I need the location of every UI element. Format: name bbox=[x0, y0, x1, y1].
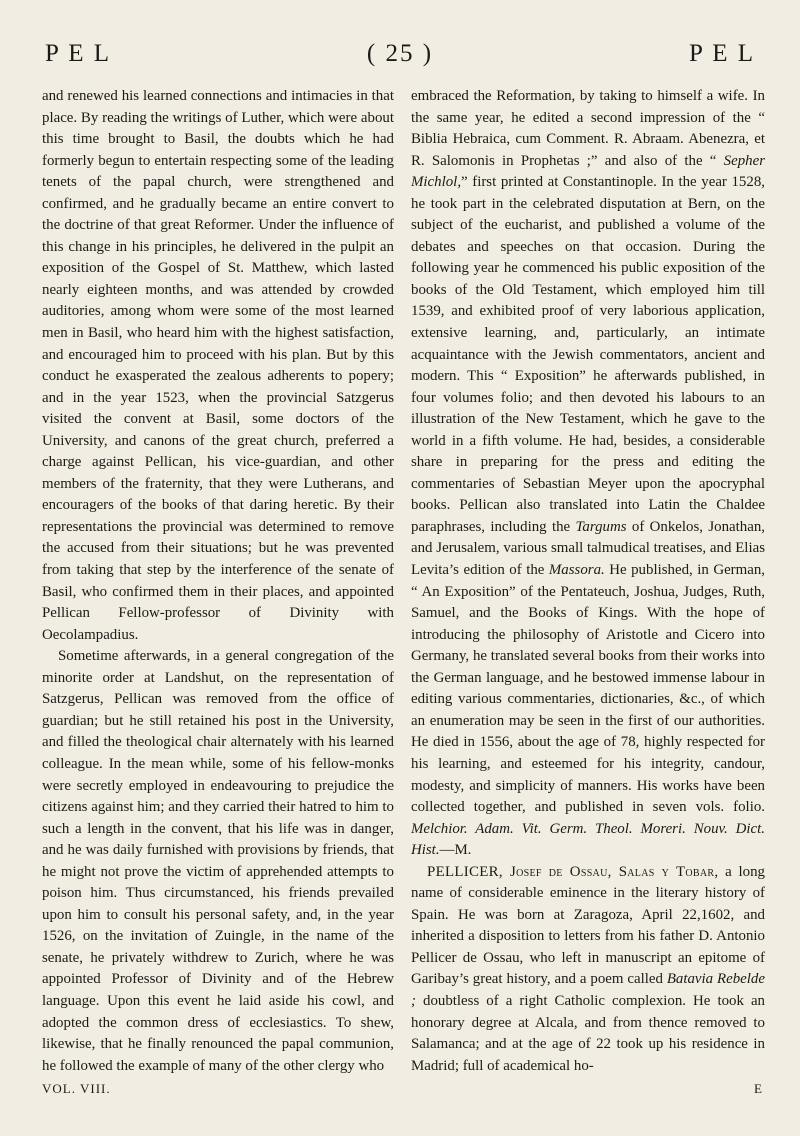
title-targums: Targums bbox=[575, 518, 627, 535]
text-run: embraced the Reformation, by taking to himself a wife. In the same year, he edited a second impression of the “ Biblia Hebraica, cum Comment. R. Abraam. Abenezra, et R. Salomonis in Prophetas ;” and also of the “ bbox=[411, 88, 765, 169]
right-column bbox=[411, 86, 765, 1106]
entry-pellicer bbox=[411, 862, 765, 1077]
entry-headword: PELLICER, Josef de Ossau, Salas y Tobar, bbox=[427, 863, 719, 880]
text-run: ” first printed at Constantinople. In the year 1528, he took part in the celebrated disputation at Bern, on the subject of the eucharist, and published a volume of the debates and speeches on that occasion. During the following year he commenced his public exposition of the books of the Old Testament, which employed him till 1539, and exhibited proof of very laborious application, extensive learning, and, particularly, an intimate acquaintance with the Jewish commentators, ancient and modern. This “ Exposition” he afterwards published, in four volumes folio; and then devoted his labours to an illustration of the New Testament, which he gave to the world in a fifth volume. He had, besides, a considerable share in preparing for the press and editing the commentaries of Sebastian Meyer upon the apocryphal books. Pellican also translated into Latin the Chaldee paraphrases, including the bbox=[411, 174, 765, 535]
title-massora: Massora. bbox=[548, 562, 605, 579]
title-batavia-rebelde: Batavia Rebelde ; bbox=[411, 971, 765, 1009]
text-run: of Onkelos, Jonathan, and Jerusalem, various small talmudical treatises, and Elias Levita’s edition of the bbox=[411, 518, 765, 579]
author-signature: —M. bbox=[439, 842, 472, 859]
volume-label: VOL. VIII. bbox=[42, 1081, 111, 1096]
title-sepher-michlol: Sepher Michlol, bbox=[411, 152, 765, 191]
text-run: a long name of considerable eminence in the literary history of Spain. He was born at Zaragoza, April 22,1602, and inherited a disposition to letters from his father D. Antonio Pellicer de Ossau, who left in manuscript an epitome of Garibay’s great history, and a poem called bbox=[411, 863, 765, 988]
page-footer bbox=[42, 1081, 765, 1105]
paragraph-pellican-reformation: and renewed his learned connections and intimacies in that place. By reading the writings of Luther, which were about this time brought to Basil, the doubts which he had formerly begun to entertain respecting some of the leading tenets of the papal church, were strengthened and confirmed, and he gradually became an entire convert to the doctrine of that great Reformer. Under the influence of this change in his principles, he delivered in the pulpit an exposition of the Gospel of St. Matthew, which lasted nearly eighteen months, and was attended by crowded auditories, among whom were some of the most learned men in Basil, who heard him with the highest satisfaction, and encouraged him to proceed with his plan. But by this conduct he exasperated the zealous adherents to popery; and in the year 1523, when the provincial Satzgerus visited the convent at Basil, some doctors of the University, and canons of the great church, preferred a charge against Pellican, his vice-guardian, and other members of the fraternity, that they were Lutherans, and encouragers of the books of that daring heretic. By their representations the provincial was determined to remove the accused from their situations; but he was prevented from taking that step by the interference of the senate of Basil, who confirmed them in their places, and appointed Pellican Fellow-professor of Divinity with Oecolampadius. bbox=[42, 88, 394, 643]
page-number: ( 25 ) bbox=[366, 40, 434, 67]
paragraph-pellican-works bbox=[411, 86, 765, 862]
paragraph-pellican-zurich: Sometime afterwards, in a general congregation of the minorite order at Landshut, on the representation of Satzgerus, Pellican was removed from the office of guardian; but he still retained his post in the University, and filled the theological chair alternately with his learned colleague. In the mean while, some of his fellow-monks were secretly employed in endeavouring to prejudice the citizens against him; and they carried their hatred to him to such a length in the convent, that his life was in danger, and he was daily furnished with provisions by friends, that he might not prove the victim of apprehended attempts to poison him. Thus circumstanced, his friends prevailed upon him to consult his personal safety, and, in the year 1526, on the invitation of Zuingle, in the name of the senate, he privately withdrew to Zurich, where he was appointed Professor of Divinity and of the Hebrew language. Upon this event he laid aside his cowl, and adopted the common dress of ecclesiastics. To shew, likewise, that he finally renounced the papal communion, he followed the example of many of the other clergy who bbox=[42, 648, 394, 1074]
left-column bbox=[42, 86, 394, 1106]
text-run: He published, in German, “ An Exposition” of the Pentateuch, Joshua, Judges, Ruth, Samuel, and the Books of Kings. With the hope of introducing the philosophy of Aristotle and Cicero into Germany, he translated several books from their works into the German language, and he bestowed immense labour in editing various commentaries, dictionaries, &c., of which an enumeration may be seen in the first of our authorities. He died in 1556, about the age of 78, highly respected for his learning, and esteemed for his integrity, candour, modesty, and simplicity of manners. His works have been collected together, and published in seven vols. folio. bbox=[411, 562, 765, 816]
running-head bbox=[45, 40, 755, 76]
authorities-references: Melchior. Adam. Vit. Germ. Theol. Moreri. Nouv. Dict. Hist. bbox=[411, 820, 765, 859]
running-head-left: P E L bbox=[45, 40, 112, 67]
text-run: doubtless of a right Catholic complexion. He took an honorary degree at Alcala, and from thence removed to Salamanca; and at the age of 22 took up his residence in Madrid; full of academical ho- bbox=[411, 992, 765, 1074]
signature-mark: E bbox=[754, 1081, 763, 1096]
running-head-right: P E L bbox=[688, 40, 755, 67]
